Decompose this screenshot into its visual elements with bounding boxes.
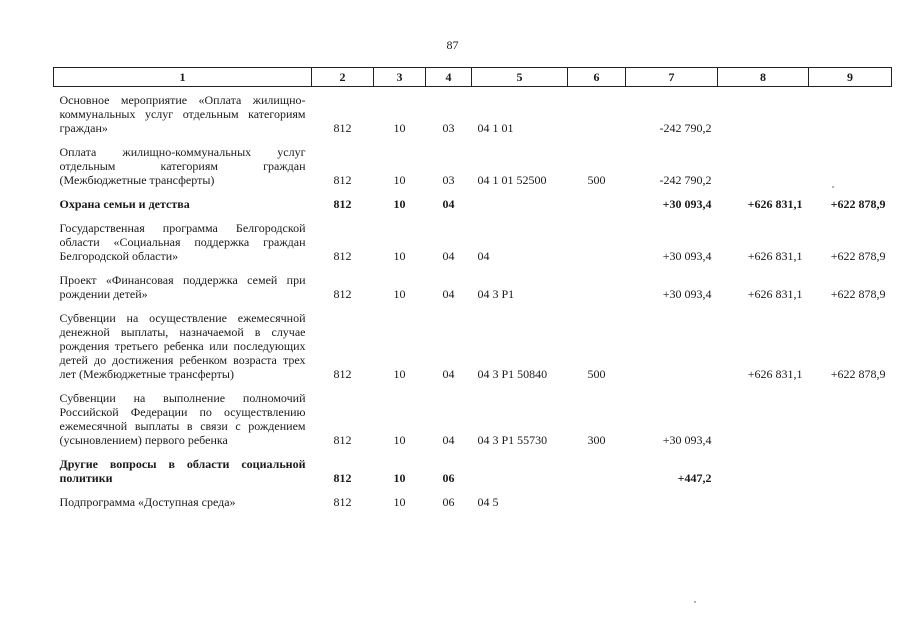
table-row xyxy=(54,305,892,385)
cell-col-6 xyxy=(568,87,626,140)
table-row xyxy=(54,139,892,191)
cell-col-7: +30 093,4 xyxy=(662,287,712,301)
table-row xyxy=(54,87,892,140)
cell-col-9: +622 878,9 xyxy=(830,197,886,211)
cell-col-6: 300 xyxy=(587,433,606,447)
cell-name: Субвенции на осуществление ежемесячной денежной выплаты, назначаемой в случае рождения третьего ребенка или последующих детей до достижения ребенком возраста трех лет (Межбюджетные трансферты) xyxy=(59,311,306,381)
cell-col-8: +626 831,1 xyxy=(747,197,803,211)
cell-col-7: -242 790,2 xyxy=(659,173,712,187)
cell-col-9 xyxy=(809,489,892,513)
cell-col-7: +447,2 xyxy=(677,471,712,485)
table-row xyxy=(54,451,892,489)
cell-name: Охрана семьи и детства xyxy=(59,197,190,211)
cell-col-9 xyxy=(809,139,892,191)
cell-col-5: 04 3 P1 xyxy=(477,287,515,301)
header-col-3: 3 xyxy=(374,68,426,87)
cell-col-8: +626 831,1 xyxy=(747,287,803,301)
cell-col-2: 812 xyxy=(333,173,352,187)
cell-col-2: 812 xyxy=(333,287,352,301)
cell-name: Подпрограмма «Доступная среда» xyxy=(59,495,236,509)
cell-col-2: 812 xyxy=(333,249,352,263)
cell-col-7: +30 093,4 xyxy=(662,433,712,447)
cell-col-2: 812 xyxy=(333,197,352,211)
cell-col-8: +626 831,1 xyxy=(747,367,803,381)
cell-col-2: 812 xyxy=(333,121,352,135)
header-col-8: 8 xyxy=(718,68,809,87)
cell-col-7: +30 093,4 xyxy=(662,249,712,263)
cell-col-3: 10 xyxy=(393,287,406,301)
page-number: 87 xyxy=(446,38,459,52)
cell-col-5 xyxy=(472,451,568,489)
cell-col-4: 03 xyxy=(442,173,455,187)
cell-col-8 xyxy=(718,139,809,191)
budget-table xyxy=(53,67,892,513)
cell-col-3: 10 xyxy=(393,173,406,187)
table-row xyxy=(54,215,892,267)
cell-col-9: +622 878,9 xyxy=(830,367,886,381)
cell-col-6 xyxy=(568,215,626,267)
cell-col-3: 10 xyxy=(393,249,406,263)
header-col-7: 7 xyxy=(626,68,718,87)
cell-name: Государственная программа Белгородской области «Социальная поддержка граждан Белгородской области» xyxy=(59,221,306,263)
cell-col-3: 10 xyxy=(393,433,406,447)
header-col-4: 4 xyxy=(426,68,472,87)
cell-col-4: 06 xyxy=(442,495,455,509)
cell-col-3: 10 xyxy=(393,121,406,135)
cell-col-9: +622 878,9 xyxy=(830,287,886,301)
table-row xyxy=(54,385,892,451)
cell-col-4: 04 xyxy=(442,249,455,263)
cell-col-7 xyxy=(626,305,718,385)
cell-name: Оплата жилищно-коммунальных услуг отдельным категориям граждан (Межбюджетные трансферты) xyxy=(59,145,306,187)
table-row xyxy=(54,489,892,513)
cell-col-9 xyxy=(809,451,892,489)
scan-speck xyxy=(694,601,696,603)
cell-col-5: 04 3 P1 50840 xyxy=(477,367,548,381)
cell-col-3: 10 xyxy=(393,495,406,509)
cell-col-2: 812 xyxy=(333,433,352,447)
cell-col-8 xyxy=(718,87,809,140)
cell-col-6 xyxy=(568,191,626,215)
cell-col-4: 06 xyxy=(442,471,455,485)
cell-col-3: 10 xyxy=(393,367,406,381)
header-col-1: 1 xyxy=(54,68,312,87)
cell-col-6 xyxy=(568,489,626,513)
table-body xyxy=(54,87,892,514)
cell-name: Основное мероприятие «Оплата жилищно-коммунальных услуг отдельным категориям граждан» xyxy=(59,93,306,135)
cell-col-9 xyxy=(809,87,892,140)
cell-name: Проект «Финансовая поддержка семей при рождении детей» xyxy=(59,273,306,301)
cell-col-8 xyxy=(718,489,809,513)
cell-col-6: 500 xyxy=(587,367,606,381)
table-row xyxy=(54,191,892,215)
table-row xyxy=(54,267,892,305)
cell-col-6 xyxy=(568,451,626,489)
cell-col-2: 812 xyxy=(333,471,352,485)
cell-col-4: 04 xyxy=(442,287,455,301)
cell-name: Субвенции на выполнение полномочий Российской Федерации по осуществлению ежемесячной выплаты в связи с рождением (усыновлением) первого ребенка xyxy=(59,391,306,447)
cell-col-5: 04 1 01 52500 xyxy=(477,173,547,187)
cell-col-7: +30 093,4 xyxy=(662,197,712,211)
header-row xyxy=(54,68,892,87)
header-col-2: 2 xyxy=(312,68,374,87)
cell-col-5: 04 xyxy=(477,249,490,263)
cell-col-8: +626 831,1 xyxy=(747,249,803,263)
header-col-6: 6 xyxy=(568,68,626,87)
cell-col-4: 04 xyxy=(442,433,455,447)
cell-col-4: 04 xyxy=(442,197,455,211)
cell-col-6: 500 xyxy=(587,173,606,187)
cell-col-4: 03 xyxy=(442,121,455,135)
cell-name: Другие вопросы в области социальной политики xyxy=(59,457,306,485)
cell-col-5 xyxy=(472,191,568,215)
cell-col-9: +622 878,9 xyxy=(830,249,886,263)
cell-col-7: -242 790,2 xyxy=(659,121,712,135)
header-col-5: 5 xyxy=(472,68,568,87)
cell-col-7 xyxy=(626,489,718,513)
cell-col-3: 10 xyxy=(393,471,406,485)
cell-col-5: 04 1 01 xyxy=(477,121,514,135)
scan-speck xyxy=(832,186,834,188)
header-col-9: 9 xyxy=(809,68,892,87)
cell-col-4: 04 xyxy=(442,367,455,381)
cell-col-5: 04 3 P1 55730 xyxy=(477,433,548,447)
cell-col-2: 812 xyxy=(333,367,352,381)
cell-col-5: 04 5 xyxy=(477,495,499,509)
cell-col-9 xyxy=(809,385,892,451)
cell-col-2: 812 xyxy=(333,495,352,509)
cell-col-6 xyxy=(568,267,626,305)
cell-col-8 xyxy=(718,385,809,451)
cell-col-3: 10 xyxy=(393,197,406,211)
cell-col-8 xyxy=(718,451,809,489)
